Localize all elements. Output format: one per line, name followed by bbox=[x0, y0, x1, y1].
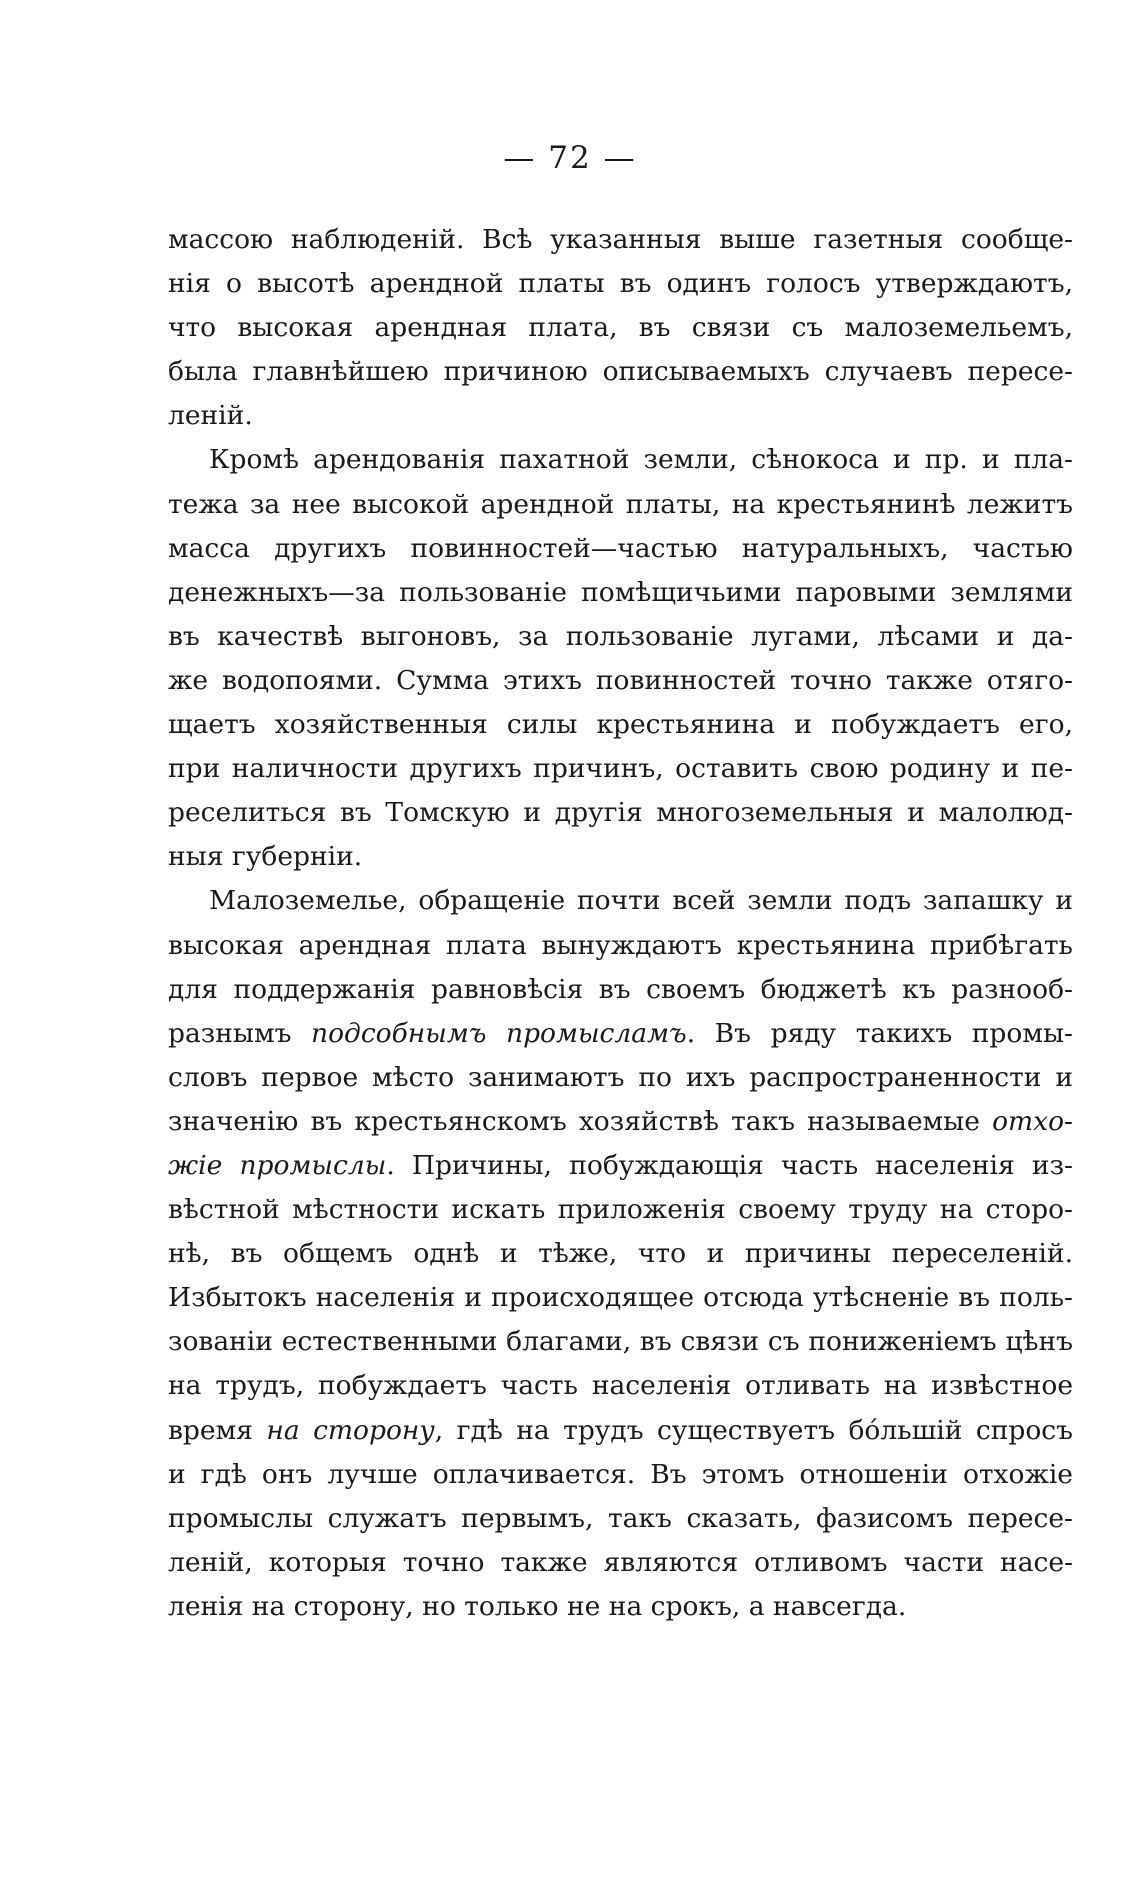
text-line: словъ первое мѣсто занимаютъ по ихъ распространенности и bbox=[168, 1061, 1073, 1093]
text-line bbox=[168, 1012, 1073, 1056]
text-line: при наличности другихъ причинъ, оставить свою родину и пе- bbox=[168, 753, 1073, 785]
paragraph-2 bbox=[168, 438, 1073, 879]
text-line: леній. bbox=[168, 400, 253, 432]
text-line bbox=[168, 1144, 1073, 1188]
text-line: денежныхъ—за пользованіе помѣщичьими паровыми землями bbox=[168, 576, 1073, 608]
text-line: реселиться въ Томскую и другія многоземельныя и малолюд- bbox=[168, 797, 1073, 829]
text-line: высокая арендная плата вынуждаютъ крестьянина прибѣгать bbox=[168, 929, 1073, 961]
text-line: леній, которыя точно также являются отливомъ части насе- bbox=[168, 1546, 1073, 1578]
text-run: разнымъ bbox=[168, 1017, 311, 1049]
text-line bbox=[168, 1409, 1073, 1453]
text-run: значенію въ крестьянскомъ хозяйствѣ такъ называемые bbox=[168, 1105, 993, 1137]
paragraph-1 bbox=[168, 218, 1073, 438]
text-line: для поддержанія равновѣсія въ своемъ бюджетѣ къ разнооб- bbox=[168, 973, 1073, 1005]
text-line: же водопоями. Сумма этихъ повинностей точно также отяго- bbox=[168, 664, 1073, 696]
paragraph-3 bbox=[168, 879, 1073, 1629]
text-line: нія о высотѣ арендной платы въ одинъ голосъ утверждаютъ, bbox=[168, 268, 1073, 300]
text-run: время bbox=[168, 1414, 267, 1446]
text-line: зованіи естественными благами, въ связи съ пониженіемъ цѣнъ bbox=[168, 1326, 1073, 1358]
text-line: щаетъ хозяйственныя силы крестьянина и побуждаетъ его, bbox=[168, 709, 1073, 741]
text-run: . Причины, побуждающія часть населенія из- bbox=[386, 1149, 1073, 1181]
text-line: вѣстной мѣстности искать приложенія своему труду на сторо- bbox=[168, 1194, 1073, 1226]
text-line: масса другихъ повинностей—частью натуральныхъ, частью bbox=[168, 532, 1073, 564]
text-line: въ качествѣ выгоновъ, за пользованіе лугами, лѣсами и да- bbox=[168, 620, 1073, 652]
text-line: массою наблюденій. Всѣ указанныя выше газетныя сообще- bbox=[168, 224, 1073, 255]
text-line: Малоземелье, обращеніе почти всей земли подъ запашку и bbox=[209, 885, 1073, 917]
text-line: была главнѣйшею причиною описываемыхъ случаевъ пересе- bbox=[168, 356, 1073, 388]
text-line: нѣ, въ общемъ однѣ и тѣже, что и причины переселеній. bbox=[168, 1238, 1073, 1270]
italic-term: отхо- bbox=[992, 1105, 1073, 1137]
text-line: что высокая арендная плата, въ связи съ малоземельемъ, bbox=[168, 312, 1073, 344]
text-line: ныя губерніи. bbox=[168, 841, 363, 873]
body-text bbox=[168, 218, 1073, 1629]
text-run: . Въ ряду такихъ промы- bbox=[686, 1017, 1073, 1049]
text-line: тежа за нее высокой арендной платы, на крестьянинѣ лежитъ bbox=[168, 488, 1073, 520]
italic-term: подсобнымъ промысламъ bbox=[311, 1017, 687, 1049]
italic-term: на сторону bbox=[266, 1414, 435, 1446]
text-line bbox=[168, 1100, 1073, 1144]
text-line: на трудъ, побуждаетъ часть населенія отливать на извѣстное bbox=[168, 1370, 1073, 1402]
text-line: и гдѣ онъ лучше оплачивается. Въ этомъ отношеніи отхожіе bbox=[168, 1458, 1073, 1490]
text-run: , гдѣ на трудъ существуетъ бóльшій спросъ bbox=[434, 1414, 1073, 1446]
text-line: Избытокъ населенія и происходящее отсюда утѣсненіе въ поль- bbox=[168, 1282, 1073, 1314]
text-line: Кромѣ арендованія пахатной земли, сѣнокоса и пр. и пла- bbox=[209, 444, 1073, 476]
page-number: — 72 — bbox=[503, 140, 637, 176]
italic-term: жіе промыслы bbox=[168, 1149, 387, 1181]
text-line: промыслы служатъ первымъ, такъ сказать, фазисомъ пересе- bbox=[168, 1502, 1073, 1534]
text-line: ленія на сторону, но только не на срокъ, а навсегда. bbox=[168, 1590, 907, 1622]
